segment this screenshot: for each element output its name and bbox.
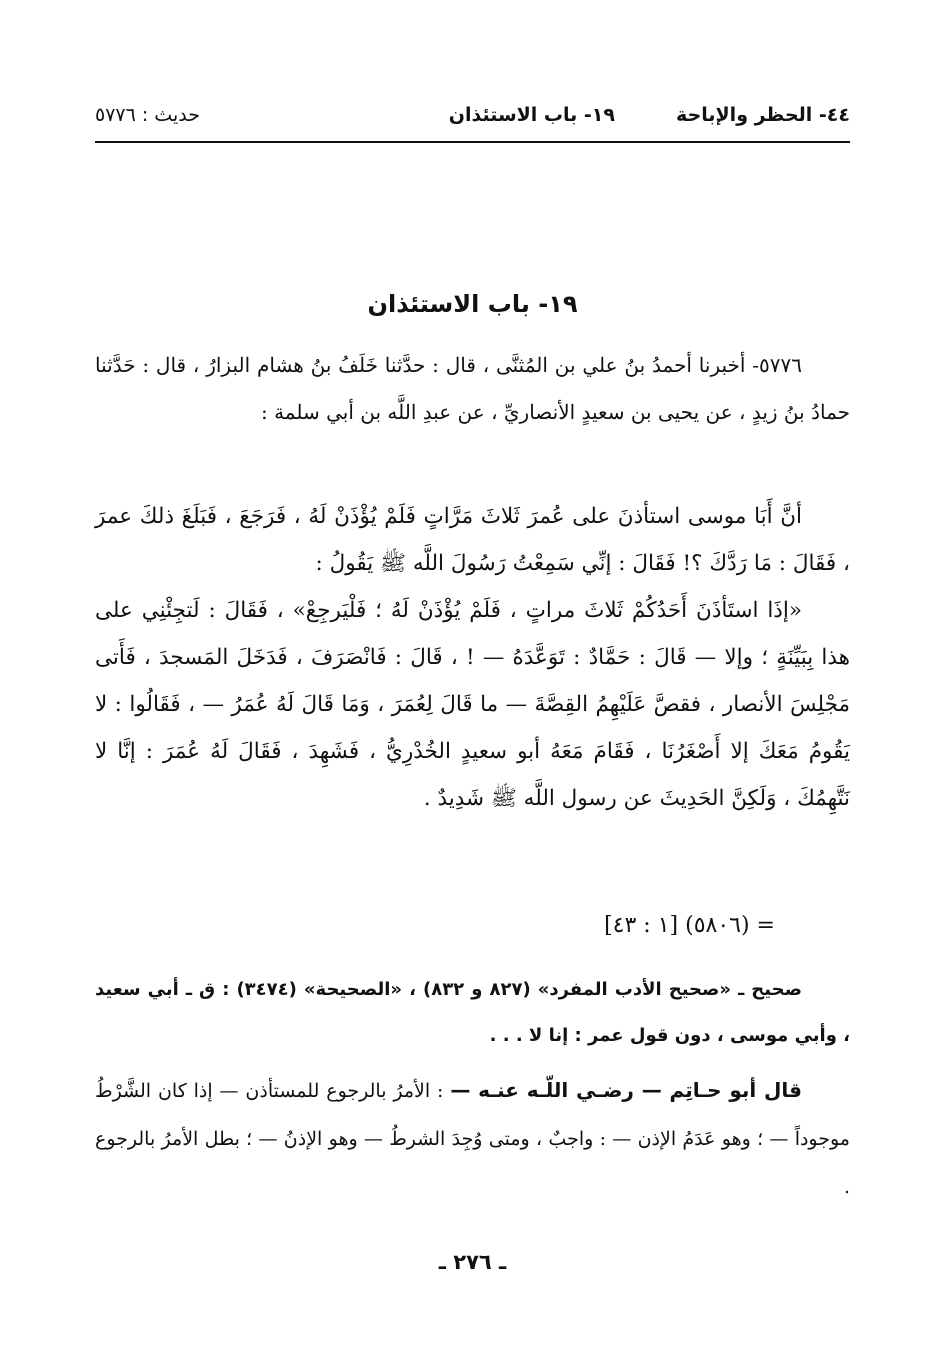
- page-number: ـ ٢٧٦ ـ: [438, 1250, 507, 1274]
- header-rule: [95, 141, 850, 143]
- chapter-title: ١٩- باب الاستئذان: [367, 290, 578, 318]
- hadith-paragraph-1: أنَّ أَبَا موسى استأذنَ على عُمرَ ثَلاثَ مَرَّاتٍ فَلَمْ يُؤْذَنْ لَهُ ، فَرَجَعَ ، فَبَلَغَ ذلكَ عمرَ ، فَقَالَ : مَا رَدَّكَ ؟! فَقَالَ : إنِّي سَمِعْتُ رَسُولَ اللَّه ﷺ يَقُولُ :: [95, 504, 850, 576]
- grading-note: صحيح ـ «صحيح الأدب المفرد» (٨٢٧ و ٨٣٢) ، «الصحيحة» (٣٤٧٤) : ق ـ أبي سعيد ، وأبي موسى ، دون قول عمر : إنا لا . . .: [95, 979, 850, 1046]
- commentary-body: : الأمرُ بالرجوع للمستأذن — إذا كان الشَّرْطُ موجوداً — ؛ وهو عَدَمُ الإذن — : واجبٌ ، ومتى وُجِدَ الشرطُ — وهو الإذنُ — ؛ بطل الأمرُ بالرجوع .: [95, 1080, 850, 1198]
- hadith-text: [95, 493, 850, 822]
- commentary-lead: قال أبو حـاتِم — رضـي اللّـه عنـه —: [450, 1078, 802, 1102]
- cross-reference: = (٥٨٠٦) [١ : ٤٣]: [604, 913, 775, 938]
- header-chapter-title: ١٩- باب الاستئذان: [448, 104, 615, 126]
- hadith-paragraph-2: «إذَا استَأذَنَ أَحَدُكُمْ ثَلاثَ مراتٍ ، فَلَمْ يُؤْذَنْ لَهُ ؛ فَلْيَرجِعْ» ، فَقَالَ : لَتجِئْنِي على هذا بِبَيِّنَةٍ ؛ وإلا — قَالَ : حَمَّادٌ : تَوَعَّدَهُ — ! ، قَالَ : فَانْصَرَفَ ، فَدَخَلَ المَسجدَ ، فَأَتى مَجْلِسَ الأنصار ، فقصَّ عَلَيْهِمُ القِصَّةَ — ما قَالَ لِعُمَرَ ، وَمَا قَالَ لَهُ عُمَرُ — ، فَقَالُوا : لا يَقُومُ مَعَكَ إلا أَصْغَرُنَا ، فَقَامَ مَعَهُ أبو سعيدٍ الخُدْرِيُّ ، فَشَهِدَ ، فَقَالَ لَهُ عُمَرَ : إنَّا لا نَتَّهِمُكَ ، وَلَكِنَّ الحَدِيثَ عن رسول اللَّه ﷺ شَدِيدٌ .: [95, 598, 850, 811]
- running-header: [95, 104, 850, 140]
- isnad-paragraph: ٥٧٧٦- أخبرنا أحمدُ بنُ علي بن المُثنَّى ، قال : حدَّثنا خَلَفُ بنُ هشام البزارُ ، قال : حَدَّثنا حمادُ بنُ زيدٍ ، عن يحيى بن سعيدٍ الأنصاريِّ ، عن عبدِ اللَّه بن أبي سلمة :: [95, 353, 850, 424]
- header-book-title: ٤٤- الحظر والإباحة: [676, 104, 850, 126]
- header-hadith-ref: حديث : ٥٧٧٦: [95, 104, 200, 126]
- commentary-paragraph: [95, 1066, 850, 1211]
